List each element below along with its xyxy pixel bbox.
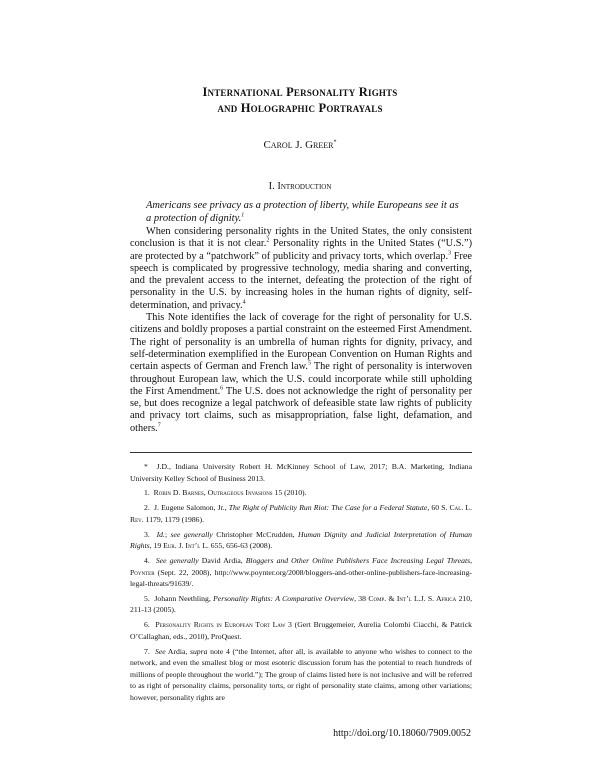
footnote-text: , — [470, 555, 472, 565]
epigraph-text: Americans see privacy as a protection of liberty, while Europeans see it as a protection of dignity. — [146, 200, 459, 224]
footnote-text: Christopher McCrudden, — [212, 529, 299, 539]
footnote-text: David Ardia, — [198, 555, 246, 565]
footnote-link[interactable]: (Sept. 22, 2008), http://www.poynter.org/2008/bloggers-and-other-online-publishers-face-increasing-legal-threats/91639/. — [130, 567, 472, 589]
footnote-ref-1[interactable]: 1 — [241, 212, 245, 218]
footnote-4 — [130, 555, 472, 590]
footnote-text: 15 (2010). — [272, 488, 307, 498]
footnote-ref-5[interactable]: 5 — [307, 360, 311, 367]
footnote-ref-2[interactable]: 2 — [266, 237, 270, 244]
footnote-1: 1. Robin D. Barnes, Outrageous Invasions 15 (2010). — [144, 488, 307, 498]
p2-text-a: This Note identifies the lack of coverage for the right of personality for U.S. citizens and boldly proposes a partial constraint on the esteemed First Amendment. The right of personality is an umbrella of human rights for dignity, privacy, and self-determination exemplified in the European Convention on Human Rights and certain aspects of German and French law. — [130, 312, 473, 373]
footnote-text: 3 (Gert Bruggemeier, Aurelia Colombi Ciacchi, & Patrick O’Callaghan, eds., 2010), ProQuest. — [130, 620, 473, 641]
footnote-journal: Comp. & Int’l L.J. S. Africa — [368, 593, 457, 603]
footnote-number: 1. — [144, 488, 150, 498]
footnote-title: Personality Rights: A Comparative Overview — [213, 593, 355, 603]
footnote-number: 4. — [144, 555, 150, 565]
footnote-title: The Right of Publicity Run Riot: The Case for a Federal Statute — [228, 503, 428, 513]
footnote-text: J.D., Indiana University Robert H. McKinney School of Law, 2017; B.A. Marketing, Indiana University Kelley School of Business 2013. — [130, 462, 472, 483]
footnotes — [130, 461, 472, 707]
footnote-text: , 38 — [354, 593, 369, 603]
footnote-supra: supra — [189, 646, 208, 656]
footnote-number: 7. — [144, 646, 150, 656]
footnote-text: Johann Neethling, — [154, 593, 214, 603]
footnote-text: 1179, 1179 (1986). — [143, 514, 205, 524]
p1-text-a: When considering personality rights in the United States, the only consistent conclusion is that it is not clear. — [130, 226, 472, 250]
footnote-id: Id. — [156, 529, 165, 539]
author-text: Carol J. Greer — [263, 139, 334, 151]
footnote-ref-4[interactable]: 4 — [242, 299, 246, 306]
footnote-6 — [130, 619, 472, 642]
footnote-signal: see generally — [170, 529, 213, 539]
p2-text-c: The U.S. does not acknowledge the right of personality per se, but does recognize a legal patchwork of defeasible state law rights of publicity and privacy tort claims, such as misappropriation, false light, defamation, and others. — [130, 385, 473, 434]
footnote-divider — [130, 452, 472, 453]
footnote-journal: Eur. J. Int’l L. — [163, 541, 209, 551]
footnote-text: 655, 656-63 (2008). — [208, 541, 273, 551]
footnote-ref-6[interactable]: 6 — [220, 385, 224, 392]
footnote-text: 210, 211-13 (2005). — [130, 593, 473, 615]
doi-link[interactable]: http://doi.org/10.18060/7909.0052 — [333, 728, 471, 739]
footnote-title: Human Dignity and Judicial Interpretation of Human Rights — [130, 529, 472, 551]
footnote-ref-7[interactable]: 7 — [157, 422, 161, 429]
footnote-number: 3. — [144, 529, 150, 539]
footnote-text: , 19 — [149, 541, 164, 551]
footnote-text: J. Eugene Salomon, Jr., — [154, 503, 229, 513]
footnote-signal: See — [155, 646, 166, 656]
footnote-3 — [130, 529, 472, 552]
author-name — [0, 139, 600, 151]
footnote-number: 2. — [144, 503, 150, 513]
paragraph-2 — [130, 312, 472, 435]
footnote-7 — [130, 646, 472, 704]
footnote-text: ; — [164, 529, 171, 539]
footnote-source: Poynter — [130, 567, 155, 577]
footnote-text: Ardia, — [165, 646, 190, 656]
footnote-number: 6. — [144, 620, 150, 630]
body-text — [130, 226, 472, 435]
article-title — [0, 84, 600, 116]
footnote-star — [130, 461, 472, 484]
title-line-2: and Holographic Portrayals — [217, 101, 383, 115]
footnote-source: Personality Rights in European Tort Law — [155, 620, 286, 630]
footnote-text: , 60 — [427, 503, 442, 513]
author-footnote-mark[interactable]: * — [333, 139, 337, 146]
p1-text-b: Personality rights in the United States (“U.S.”) are protected by a “patchwork” of publicity and privacy torts, which overlap. — [130, 238, 472, 262]
footnote-author: Robin D. Barnes — [153, 488, 204, 498]
footnote-title: Bloggers and Other Online Publishers Face Increasing Legal Threats — [245, 555, 471, 565]
p1-text-c: Free speech is complicated by progressive technology, media sharing and converting, and the prevalent access to the internet, defeating the protection of the right of personality in the U.S. by increasing holes in the human rights of dignity, self-determination, and privacy. — [130, 250, 472, 311]
footnote-5 — [130, 593, 472, 616]
paragraph-1 — [130, 226, 472, 312]
footnote-text: note 4 (“the Internet, after all, is available to anyone who wishes to connect to the network, and even the smallest blog or most esoteric discussion forum has the potential to reach hundreds of millions of people throughout the world.”); The group of claims listed here is not inclusive and will be referred to as right of personality claims, personality torts, or right of personality state claims, among other variations; however, personality rights are — [130, 646, 472, 702]
footnote-mark: * — [144, 462, 148, 471]
footnote-ref-3[interactable]: 3 — [448, 250, 452, 257]
footnote-journal: S. Cal. L. Rev. — [130, 503, 473, 524]
footnote-2 — [130, 502, 472, 525]
section-heading: I. Introduction — [268, 181, 332, 192]
footnote-signal: See generally — [155, 555, 199, 565]
epigraph — [146, 200, 466, 225]
footnote-number: 5. — [144, 593, 150, 603]
title-line-1: International Personality Rights — [202, 85, 398, 99]
footnote-source: Outrageous Invasions — [207, 488, 273, 498]
p2-text-b: The right of personality is interwoven throughout European law, which the U.S. could incorporate while still upholding the First Amendment. — [130, 361, 472, 397]
